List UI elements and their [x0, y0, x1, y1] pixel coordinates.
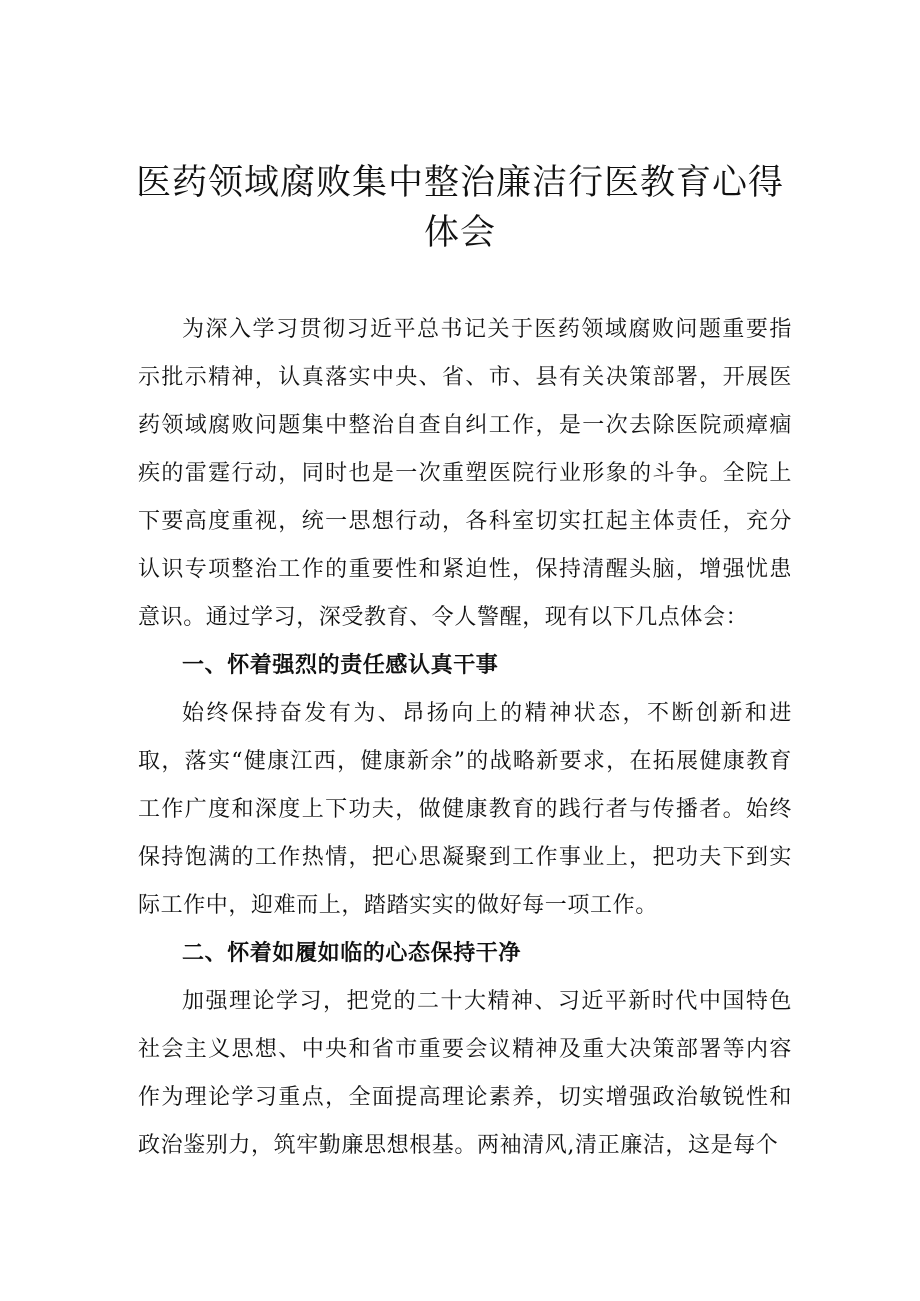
document-title-line-2: 体会 [423, 213, 496, 253]
document-title [120, 158, 800, 258]
document-title-line-1: 医药领域腐败集中整治廉洁行医教育心得 [135, 163, 784, 203]
section-heading-2: 二、怀着如履如临的心态保持干净 [182, 941, 522, 966]
section-2-paragraph: 加强理论学习，把党的二十大精神、习近平新时代中国特色社会主义思想、中央和省市重要会议精神及重大决策部署等内容作为理论学习重点，全面提高理论素养，切实增强政治敏锐性和政治鉴别力，筑牢勤廉思想根基。两袖清风,清正廉洁，这是每个 [138, 989, 792, 1158]
section-heading-1: 一、怀着强烈的责任感认真干事 [182, 653, 499, 678]
section-1-paragraph: 始终保持奋发有为、昂扬向上的精神状态，不断创新和进取，落实“健康江西，健康新余”的战略新要求，在拓展健康教育工作广度和深度上下功夫，做健康教育的践行者与传播者。始终保持饱满的工作热情，把心思凝聚到工作事业上，把功夫下到实际工作中，迎难而上，踏踏实实的做好每一项工作。 [138, 701, 792, 918]
intro-paragraph: 为深入学习贯彻习近平总书记关于医药领域腐败问题重要指示批示精神，认真落实中央、省、市、县有关决策部署，开展医药领域腐败问题集中整治自查自纠工作，是一次去除医院顽瘴痼疾的雷霆行动，同时也是一次重塑医院行业形象的斗争。全院上下要高度重视，统一思想行动，各科室切实扛起主体责任，充分认识专项整治工作的重要性和紧迫性，保持清醒头脑，增强忧患意识。通过学习，深受教育、令人警醒，现有以下几点体会： [138, 317, 792, 630]
